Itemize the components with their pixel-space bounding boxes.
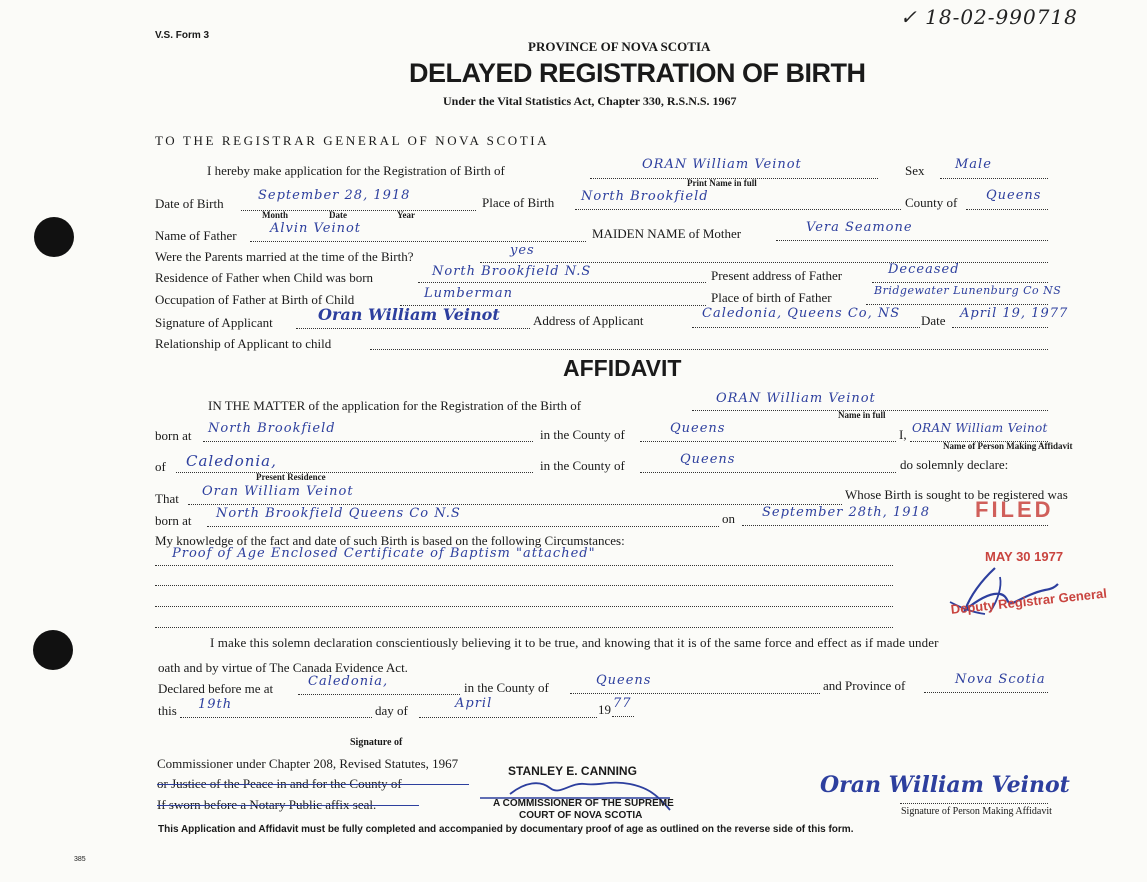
print-name-caption: Print Name in full [687, 178, 757, 188]
form-number: V.S. Form 3 [155, 30, 210, 41]
born-at-label-2: born at [155, 513, 192, 528]
registration-number: ✓ 18-02-990718 [900, 5, 1078, 29]
res-father-value: North Brookfield N.S [432, 264, 592, 279]
notary-text: If sworn before a Notary Public affix seal. [157, 797, 377, 812]
relationship-label: Relationship of Applicant to child [155, 336, 332, 351]
i-label: I, [899, 427, 907, 442]
stamp-role: Deputy Registrar General [950, 585, 1108, 617]
solemnly-declare: do solemnly declare: [900, 457, 1009, 472]
county-of-label: in the County of [540, 427, 625, 442]
of-value: Caledonia, [186, 452, 277, 470]
whose-birth-text: Whose Birth is sought to be registered was [845, 487, 1068, 502]
proof-value: Proof of Age Enclosed Certificate of Baptism "attached" [172, 546, 596, 561]
dob-date-caption: Date [329, 210, 347, 220]
person-making-caption: Name of Person Making Affidavit [943, 441, 1073, 451]
applicant-sig-label: Signature of Applicant [155, 315, 273, 330]
sex-value: Male [955, 157, 992, 172]
county-label: County of [905, 195, 958, 210]
this-value: 19th [198, 697, 233, 712]
corner-code: 385 [74, 856, 86, 863]
mother-value: Vera Seamone [806, 220, 913, 235]
father-label: Name of Father [155, 228, 237, 243]
commissioner-stamp-line2: COURT OF NOVA SCOTIA [519, 810, 643, 821]
commissioner-stamp-name: STANLEY E. CANNING [508, 764, 637, 778]
day-of-label: day of [375, 703, 408, 718]
pob-father-value: Bridgewater Lunenburg Co NS [874, 284, 1062, 297]
affiant-sig-caption: Signature of Person Making Affidavit [901, 806, 1052, 817]
signature-of-caption: Signature of [350, 737, 403, 748]
province-value: Nova Scotia [955, 672, 1046, 687]
date-label: Date [921, 313, 946, 328]
born-at-label: born at [155, 428, 192, 443]
county-of-value: Queens [670, 421, 726, 436]
date-value: April 19, 1977 [960, 306, 1069, 321]
province-label: and Province of [823, 678, 906, 693]
county-of-label-2: in the County of [540, 458, 625, 473]
affidavit-title: AFFIDAVIT [563, 355, 682, 381]
present-residence-caption: Present Residence [256, 472, 326, 482]
dob-value: September 28, 1918 [258, 188, 411, 203]
of-label: of [155, 459, 166, 474]
footer-note: This Application and Affidavit must be fully completed and accompanied by documentary proof of age as outlined on the reverse side of this form. [158, 824, 854, 835]
declaration-line-1: I make this solemn declaration conscientiously believing it to be true, and knowing that it is of the same force and effect as if made under [210, 635, 939, 650]
year-value: 77 [613, 696, 632, 711]
pob-father-label: Place of birth of Father [711, 290, 832, 305]
intro-text: I hereby make application for the Registration of Birth of [207, 163, 505, 178]
name-in-full-caption: Name in full [838, 410, 886, 420]
dob-label: Date of Birth [155, 196, 224, 211]
commissioner-text: Commissioner under Chapter 208, Revised Statutes, 1967 [157, 756, 459, 771]
province-heading: PROVINCE OF NOVA SCOTIA [528, 39, 711, 54]
form-title: DELAYED REGISTRATION OF BIRTH [409, 58, 866, 88]
occupation-value: Lumberman [424, 286, 514, 301]
declaration-line-2: oath and by virtue of The Canada Evidence Act. [158, 660, 408, 675]
punch-hole-bottom [33, 630, 73, 670]
on-value: September 28th, 1918 [762, 505, 931, 520]
pob-value: North Brookfield [581, 189, 709, 204]
married-value: yes [510, 243, 535, 258]
form-subtitle: Under the Vital Statistics Act, Chapter 330, R.S.N.S. 1967 [443, 94, 737, 108]
applicant-addr-value: Caledonia, Queens Co, NS [702, 306, 901, 321]
addressee: TO THE REGISTRAR GENERAL OF NOVA SCOTIA [155, 133, 550, 148]
county-of-value-2: Queens [680, 452, 736, 467]
county3-value: Queens [596, 673, 652, 688]
justice-text: or Justice of the Peace in and for the County of [157, 776, 402, 791]
on-label: on [722, 511, 735, 526]
present-father-label: Present address of Father [711, 268, 843, 283]
stamp-date: MAY 30 1977 [985, 549, 1064, 564]
dob-year-caption: Year [397, 210, 415, 220]
dob-month-caption: Month [262, 210, 289, 220]
county-value: Queens [986, 188, 1042, 203]
present-father-value: Deceased [888, 262, 960, 277]
this-label: this [158, 703, 177, 718]
day-of-value: April [455, 696, 493, 711]
child-name-value: ORAN William Veinot [642, 157, 802, 172]
mother-label: MAIDEN NAME of Mother [592, 226, 742, 241]
res-father-label: Residence of Father when Child was born [155, 270, 374, 285]
married-label: Were the Parents married at the time of the Birth? [155, 249, 414, 264]
applicant-addr-label: Address of Applicant [533, 313, 644, 328]
filed-stamp: FILED [975, 497, 1054, 522]
punch-hole-top [34, 217, 74, 257]
father-value: Alvin Veinot [270, 221, 362, 236]
born-at-value-2: North Brookfield Queens Co N.S [216, 506, 461, 521]
knowledge-text: My knowledge of the fact and date of such Birth is based on the following Circumstances: [155, 533, 625, 548]
that-label: That [155, 491, 179, 506]
declared-value: Caledonia, [308, 674, 389, 689]
declared-label: Declared before me at [158, 681, 274, 696]
that-value: Oran William Veinot [202, 484, 354, 499]
pob-label: Place of Birth [482, 195, 555, 210]
year-prefix: 19 [598, 702, 611, 717]
applicant-signature: Oran William Veinot [318, 305, 500, 324]
born-at-value: North Brookfield [208, 421, 336, 436]
sex-label: Sex [905, 163, 925, 178]
occupation-label: Occupation of Father at Birth of Child [155, 292, 355, 307]
i-value: ORAN William Veinot [912, 421, 1048, 435]
matter-value: ORAN William Veinot [716, 391, 876, 406]
commissioner-stamp-line1: A COMMISSIONER OF THE SUPREME [493, 798, 674, 809]
county3-label: in the County of [464, 680, 549, 695]
matter-text: IN THE MATTER of the application for the Registration of the Birth of [208, 398, 582, 413]
affiant-signature: Oran William Veinot [820, 772, 1070, 798]
